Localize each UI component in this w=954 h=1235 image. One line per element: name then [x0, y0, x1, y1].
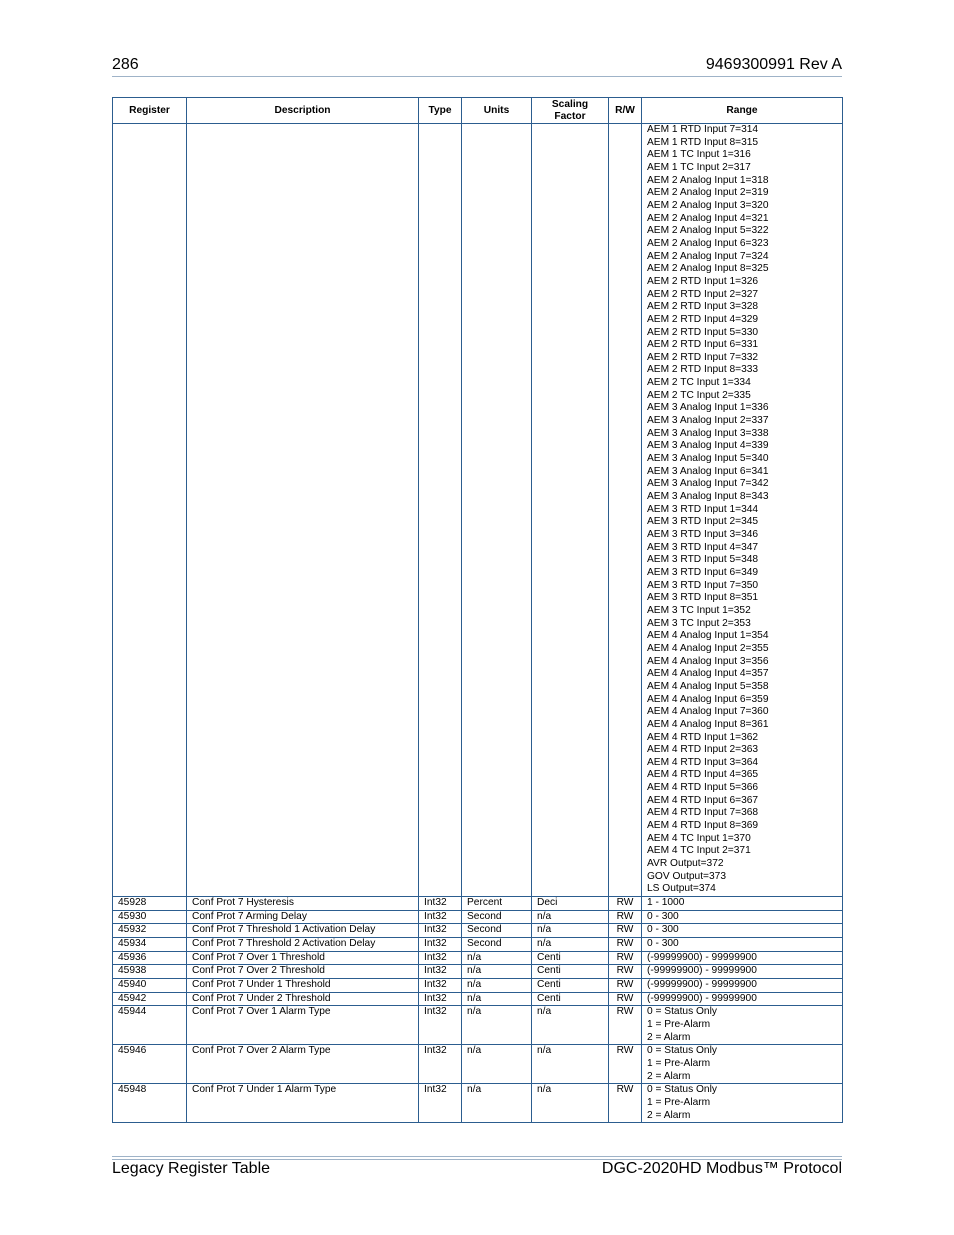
header-divider — [112, 76, 842, 77]
range-item: AEM 4 Analog Input 6=359 — [647, 693, 769, 705]
table-cell — [113, 124, 187, 897]
cell-units: Second — [462, 924, 532, 938]
cell-type: Int32 — [419, 1045, 462, 1084]
cell-range — [642, 938, 843, 952]
cell-description: Conf Prot 7 Threshold 1 Activation Delay — [187, 924, 419, 938]
register-table — [112, 97, 843, 1123]
page-number: 286 — [112, 56, 139, 73]
cell-scaling: n/a — [532, 1084, 609, 1123]
range-item: AEM 2 Analog Input 6=323 — [647, 237, 769, 249]
cell-scaling: n/a — [532, 1045, 609, 1084]
cell-type: Int32 — [419, 1084, 462, 1123]
column-header: R/W — [609, 98, 642, 124]
range-item: AVR Output=372 — [647, 858, 724, 870]
range-item: AEM 3 RTD Input 4=347 — [647, 541, 759, 553]
column-header: Register — [113, 98, 187, 124]
range-item: 0 = Status Only — [647, 1006, 717, 1018]
range-item: AEM 3 Analog Input 4=339 — [647, 440, 769, 452]
cell-register: 45932 — [113, 924, 187, 938]
range-item: AEM 4 TC Input 2=371 — [647, 845, 751, 857]
cell-scaling: Centi — [532, 951, 609, 965]
cell-scaling: Centi — [532, 978, 609, 992]
range-item: AEM 4 Analog Input 4=357 — [647, 668, 769, 680]
cell-register: 45946 — [113, 1045, 187, 1084]
range-item: AEM 4 Analog Input 7=360 — [647, 706, 769, 718]
range-item: AEM 3 Analog Input 3=338 — [647, 427, 769, 439]
range-item: AEM 4 Analog Input 2=355 — [647, 642, 769, 654]
cell-register: 45940 — [113, 978, 187, 992]
cell-rw: RW — [609, 992, 642, 1006]
range-item: AEM 2 RTD Input 7=332 — [647, 351, 759, 363]
range-item: (-99999900) - 99999900 — [647, 965, 757, 977]
cell-range — [642, 951, 843, 965]
cell-range — [642, 924, 843, 938]
continuation-row — [113, 124, 843, 897]
range-item: AEM 4 Analog Input 8=361 — [647, 718, 769, 730]
range-item: 2 = Alarm — [647, 1109, 691, 1121]
cell-description: Conf Prot 7 Arming Delay — [187, 910, 419, 924]
cell-rw: RW — [609, 951, 642, 965]
range-item: AEM 2 TC Input 2=335 — [647, 389, 751, 401]
table-cell — [532, 124, 609, 897]
cell-rw: RW — [609, 965, 642, 979]
cell-scaling: Centi — [532, 992, 609, 1006]
range-item: AEM 4 RTD Input 6=367 — [647, 794, 759, 806]
cell-units: n/a — [462, 978, 532, 992]
range-item: AEM 4 Analog Input 3=356 — [647, 655, 769, 667]
range-item: AEM 1 RTD Input 7=314 — [647, 124, 759, 135]
range-item: AEM 4 TC Input 1=370 — [647, 832, 751, 844]
cell-scaling: Deci — [532, 897, 609, 911]
cell-type: Int32 — [419, 965, 462, 979]
cell-rw: RW — [609, 938, 642, 952]
range-item: AEM 3 TC Input 2=353 — [647, 617, 751, 629]
range-item: AEM 3 Analog Input 1=336 — [647, 402, 769, 414]
range-item: AEM 3 RTD Input 1=344 — [647, 503, 759, 515]
column-header: Range — [642, 98, 843, 124]
cell-range — [642, 1084, 843, 1123]
table-row — [113, 951, 843, 965]
table-cell — [419, 124, 462, 897]
range-item: (-99999900) - 99999900 — [647, 978, 757, 990]
range-item: AEM 3 RTD Input 3=346 — [647, 529, 759, 540]
range-item: AEM 4 Analog Input 5=358 — [647, 680, 769, 692]
table-row — [113, 897, 843, 911]
cell-register: 45948 — [113, 1084, 187, 1123]
cell-description: Conf Prot 7 Hysteresis — [187, 897, 419, 911]
cell-units: Percent — [462, 897, 532, 911]
table-cell — [187, 124, 419, 897]
cell-type: Int32 — [419, 924, 462, 938]
range-item: AEM 3 RTD Input 2=345 — [647, 516, 759, 528]
range-item: AEM 2 Analog Input 3=320 — [647, 199, 769, 211]
column-header: Type — [419, 98, 462, 124]
cell-description: Conf Prot 7 Over 2 Threshold — [187, 965, 419, 979]
range-cell — [642, 124, 843, 897]
cell-scaling: n/a — [532, 1006, 609, 1045]
range-item: 2 = Alarm — [647, 1031, 691, 1043]
range-item: AEM 2 RTD Input 3=328 — [647, 301, 759, 313]
range-item: AEM 4 RTD Input 3=364 — [647, 756, 759, 768]
range-item: AEM 2 RTD Input 8=333 — [647, 364, 759, 376]
range-item: AEM 2 Analog Input 4=321 — [647, 212, 769, 224]
cell-units: Second — [462, 910, 532, 924]
cell-register: 45936 — [113, 951, 187, 965]
range-item: AEM 3 Analog Input 2=337 — [647, 415, 769, 427]
range-item: AEM 4 RTD Input 5=366 — [647, 782, 759, 794]
range-item: AEM 3 RTD Input 6=349 — [647, 566, 759, 578]
cell-description: Conf Prot 7 Under 1 Alarm Type — [187, 1084, 419, 1123]
cell-type: Int32 — [419, 897, 462, 911]
range-item: AEM 1 TC Input 2=317 — [647, 161, 751, 173]
range-item: (-99999900) - 99999900 — [647, 992, 757, 1004]
cell-range — [642, 1045, 843, 1084]
cell-register: 45934 — [113, 938, 187, 952]
cell-scaling: n/a — [532, 924, 609, 938]
table-row — [113, 910, 843, 924]
range-item: (-99999900) - 99999900 — [647, 951, 757, 963]
cell-scaling: Centi — [532, 965, 609, 979]
cell-register: 45944 — [113, 1006, 187, 1045]
table-row — [113, 978, 843, 992]
range-item: AEM 4 RTD Input 1=362 — [647, 731, 759, 743]
range-item: AEM 3 RTD Input 7=350 — [647, 579, 759, 591]
range-item: AEM 1 TC Input 1=316 — [647, 149, 751, 161]
table-row — [113, 1006, 843, 1045]
range-item: 1 = Pre-Alarm — [647, 1057, 711, 1069]
range-item: AEM 4 Analog Input 1=354 — [647, 630, 769, 642]
footer-divider — [112, 1156, 842, 1157]
cell-description: Conf Prot 7 Threshold 2 Activation Delay — [187, 938, 419, 952]
document-title: DGC-2020HD Modbus™ Protocol — [601, 1160, 842, 1177]
range-item: LS Output=374 — [647, 883, 716, 895]
cell-register: 45938 — [113, 965, 187, 979]
range-item: AEM 3 TC Input 1=352 — [647, 604, 751, 616]
cell-units: n/a — [462, 1045, 532, 1084]
range-item: AEM 3 Analog Input 6=341 — [647, 465, 769, 477]
table-row — [113, 924, 843, 938]
range-item: 1 = Pre-Alarm — [647, 1096, 711, 1108]
cell-range — [642, 992, 843, 1006]
range-item: AEM 3 Analog Input 5=340 — [647, 453, 769, 465]
cell-description: Conf Prot 7 Over 1 Alarm Type — [187, 1006, 419, 1045]
table-row — [113, 1084, 843, 1123]
cell-units: n/a — [462, 992, 532, 1006]
cell-scaling: n/a — [532, 938, 609, 952]
column-header: Scaling Factor — [532, 98, 609, 124]
cell-range — [642, 1006, 843, 1045]
cell-type: Int32 — [419, 992, 462, 1006]
cell-rw: RW — [609, 1006, 642, 1045]
range-item: 0 - 300 — [647, 938, 679, 949]
table-cell — [462, 124, 532, 897]
range-item: 0 = Status Only — [647, 1045, 717, 1057]
cell-range — [642, 978, 843, 992]
range-item: 0 = Status Only — [647, 1084, 717, 1096]
range-item: AEM 3 RTD Input 8=351 — [647, 592, 759, 604]
range-item: AEM 2 RTD Input 5=330 — [647, 326, 759, 338]
cell-register: 45930 — [113, 910, 187, 924]
range-item: AEM 2 Analog Input 5=322 — [647, 225, 769, 237]
table-header-row — [113, 98, 843, 124]
cell-register: 45928 — [113, 897, 187, 911]
range-item: AEM 3 Analog Input 8=343 — [647, 491, 769, 503]
table-cell — [609, 124, 642, 897]
cell-type: Int32 — [419, 910, 462, 924]
document-id: 9469300991 Rev A — [705, 56, 842, 73]
cell-type: Int32 — [419, 938, 462, 952]
range-item: 0 - 300 — [647, 910, 679, 922]
range-item: AEM 4 RTD Input 7=368 — [647, 807, 759, 819]
range-item: AEM 2 RTD Input 4=329 — [647, 313, 759, 325]
range-item: AEM 2 Analog Input 1=318 — [647, 174, 769, 186]
range-item: AEM 4 RTD Input 8=369 — [647, 820, 759, 832]
table-row — [113, 1045, 843, 1084]
cell-range — [642, 965, 843, 979]
range-item: AEM 3 Analog Input 7=342 — [647, 478, 769, 490]
range-item: AEM 2 Analog Input 2=319 — [647, 187, 769, 199]
cell-scaling: n/a — [532, 910, 609, 924]
cell-units: n/a — [462, 1006, 532, 1045]
page-header — [112, 56, 842, 76]
table-row — [113, 965, 843, 979]
range-item: AEM 2 Analog Input 8=325 — [647, 263, 769, 275]
range-item: AEM 4 RTD Input 2=363 — [647, 744, 759, 756]
range-item: 1 = Pre-Alarm — [647, 1018, 711, 1030]
cell-range — [642, 897, 843, 911]
column-header: Units — [462, 98, 532, 124]
cell-units: n/a — [462, 1084, 532, 1123]
cell-type: Int32 — [419, 978, 462, 992]
cell-description: Conf Prot 7 Under 2 Threshold — [187, 992, 419, 1006]
cell-rw: RW — [609, 1045, 642, 1084]
range-item: GOV Output=373 — [647, 870, 727, 882]
cell-type: Int32 — [419, 1006, 462, 1045]
cell-rw: RW — [609, 910, 642, 924]
cell-units: n/a — [462, 965, 532, 979]
range-item: 2 = Alarm — [647, 1070, 691, 1082]
section-title: Legacy Register Table — [112, 1160, 271, 1177]
cell-description: Conf Prot 7 Over 1 Threshold — [187, 951, 419, 965]
cell-rw: RW — [609, 897, 642, 911]
range-item: 1 - 1000 — [647, 897, 685, 909]
range-item: AEM 2 TC Input 1=334 — [647, 377, 751, 389]
range-item: 0 - 300 — [647, 924, 679, 936]
cell-units: Second — [462, 938, 532, 952]
cell-units: n/a — [462, 951, 532, 965]
cell-rw: RW — [609, 978, 642, 992]
range-item: AEM 2 Analog Input 7=324 — [647, 250, 769, 262]
cell-description: Conf Prot 7 Under 1 Threshold — [187, 978, 419, 992]
cell-type: Int32 — [419, 951, 462, 965]
range-item: AEM 2 RTD Input 2=327 — [647, 288, 759, 300]
page-footer — [112, 1160, 842, 1180]
cell-register: 45942 — [113, 992, 187, 1006]
column-header: Description — [187, 98, 419, 124]
cell-description: Conf Prot 7 Over 2 Alarm Type — [187, 1045, 419, 1084]
cell-rw: RW — [609, 1084, 642, 1123]
cell-rw: RW — [609, 924, 642, 938]
cell-range — [642, 910, 843, 924]
range-item: AEM 2 RTD Input 1=326 — [647, 275, 759, 287]
table-row — [113, 992, 843, 1006]
range-item: AEM 2 RTD Input 6=331 — [647, 339, 759, 351]
range-item: AEM 4 RTD Input 4=365 — [647, 769, 759, 781]
range-item: AEM 3 RTD Input 5=348 — [647, 554, 759, 566]
range-item: AEM 1 RTD Input 8=315 — [647, 136, 759, 148]
table-row — [113, 938, 843, 952]
